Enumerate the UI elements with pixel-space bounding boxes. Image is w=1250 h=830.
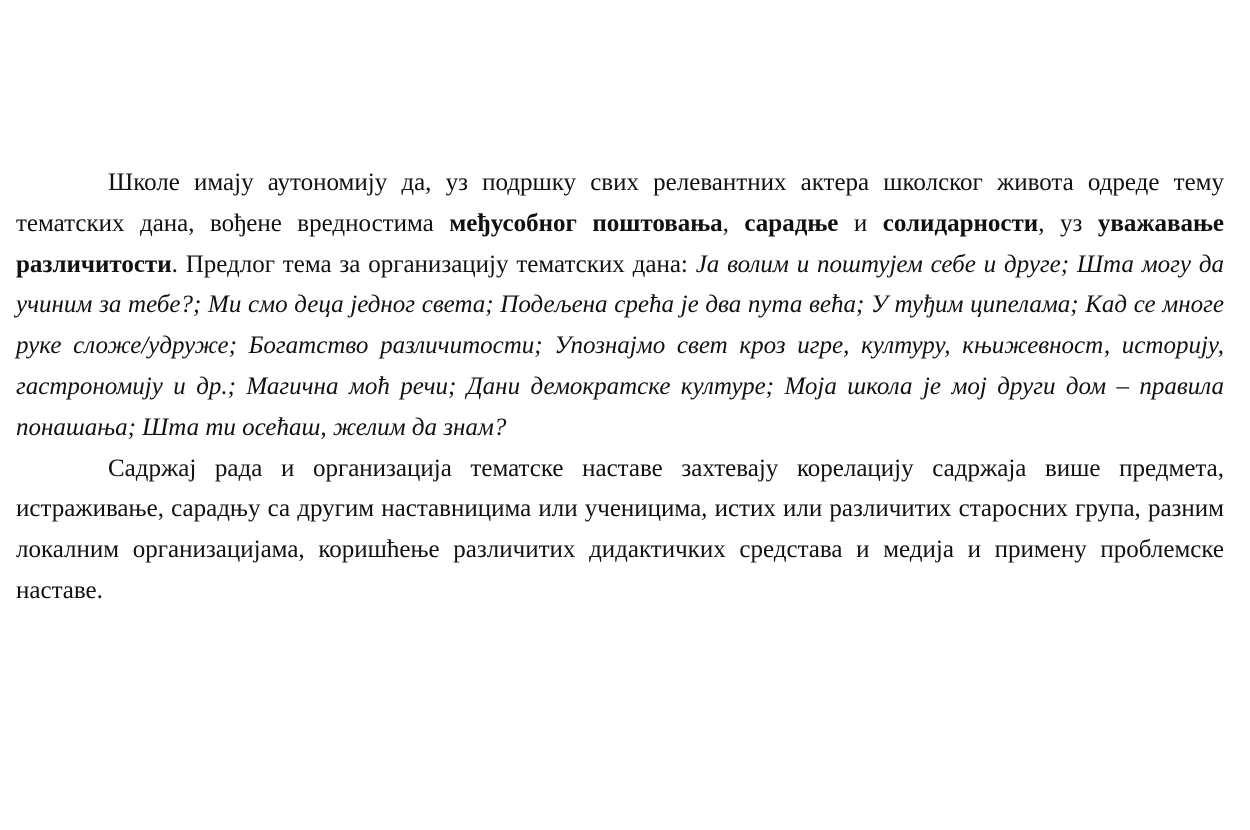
- paragraph-text: ,: [722, 209, 745, 237]
- paragraph-text: и: [838, 209, 883, 237]
- bold-phrase-respecting-diversity: уважавање различитости: [16, 209, 1224, 278]
- paragraph-text: Школе имају аутономију да, уз подршку свих релевантних актера школског живота одреде тему тематских дана, вођене вредностима: [16, 169, 1224, 237]
- bold-phrase-cooperation: сарадње: [744, 209, 839, 237]
- bold-phrase-mutual-respect: међусобног поштовања: [449, 209, 723, 237]
- paragraph-thematic-days: [16, 163, 1224, 449]
- bold-phrase-solidarity: солидарности: [882, 209, 1039, 237]
- document-body: [16, 163, 1224, 612]
- paragraph-thematic-teaching: Садржај рада и организација тематске наставе захтевају корелацију садржаја више предмета, истраживање, сарадњу са другим наставницима или ученицима, истих или различитих старосних група, разним локалним организацијама, коришћење различитих дидактичких средстава и медија и примену проблемске наставе.: [16, 454, 1224, 604]
- italic-topic-list: Ја волим и поштујем себе и друге; Шта могу да учиним за тебе?; Ми смо деца једног света; Подељена срећа је два пута већа; У туђим ципелама; Кад се многе руке сложе/удруже; Богатство различитости; Упознајмо свет кроз игре, културу, књижевност, историју, гастрономију и др.; Магична моћ речи; Дани демократске културе; Моја школа је мој други дом – правила понашања; Шта ти осећаш, желим да знам?: [16, 250, 1224, 441]
- paragraph-text: , уз: [1038, 209, 1098, 237]
- paragraph-text: . Предлог тема за организацију тематских дана:: [171, 250, 696, 278]
